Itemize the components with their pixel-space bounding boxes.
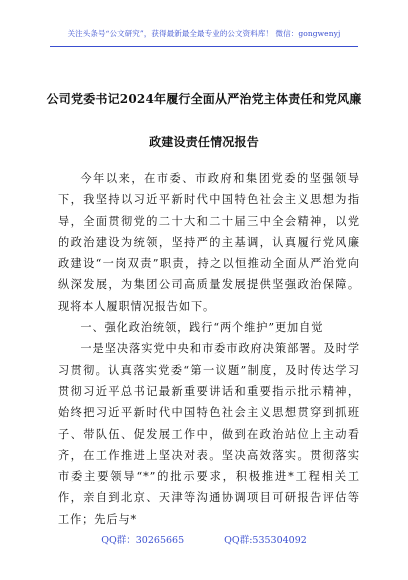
section-heading-1: 一、强化政治统领，践行“两个维护”更加自觉 [80,321,324,335]
footer-qq-group-2: QQ群:535304092 [224,535,307,546]
header-banner: 关注头条号“公文研究”，获得最新最全最专业的公文资料库！ 微信：gongwenyj [67,29,341,38]
document-title-line-1: 公司党委书记2024年履行全面从严治党主体责任和党风廉 [46,92,362,106]
footer-qq-group-1: QQ群：30265665 [101,535,185,546]
body-paragraph-intro: 今年以来，在市委、市政府和集团党委的坚强领导下，我坚持以习近平新时代中国特色社会主义思想为指导，全面贯彻党的二十大和二十届三中全会精神，以党的政治建设为统领，坚持严的主基调，认真履行党风廉政建设“一岗双责”职责，持之以恒推动全面从严治党向纵深发展，为集团公司高质量发展提供坚强政治保障。现将本人履职情况报告如下。 [58,172,360,313]
footer [0,532,408,546]
header-divider [50,46,358,47]
document-body [58,168,360,530]
body-paragraph-1: 一是坚决落实党中央和市委市政府决策部署。及时学习贯彻。认真落实党委“第一议题”制度，及时传达学习贯彻习近平总书记最新重要讲话和重要指示批示精神，始终把习近平新时代中国特色社会主义思想贯穿到抓班子、带队伍、促发展工作中，做到在政治站位上主动看齐，在工作推进上坚决对表。坚决高效落实。贯彻落实市委主要领导“*”的批示要求，积极推进*工程相关工作，亲自到北京、天津等沟通协调项目可研报告评估等工作；先后与* [58,342,360,526]
document-title-line-2: 政建设责任情况报告 [149,135,259,149]
